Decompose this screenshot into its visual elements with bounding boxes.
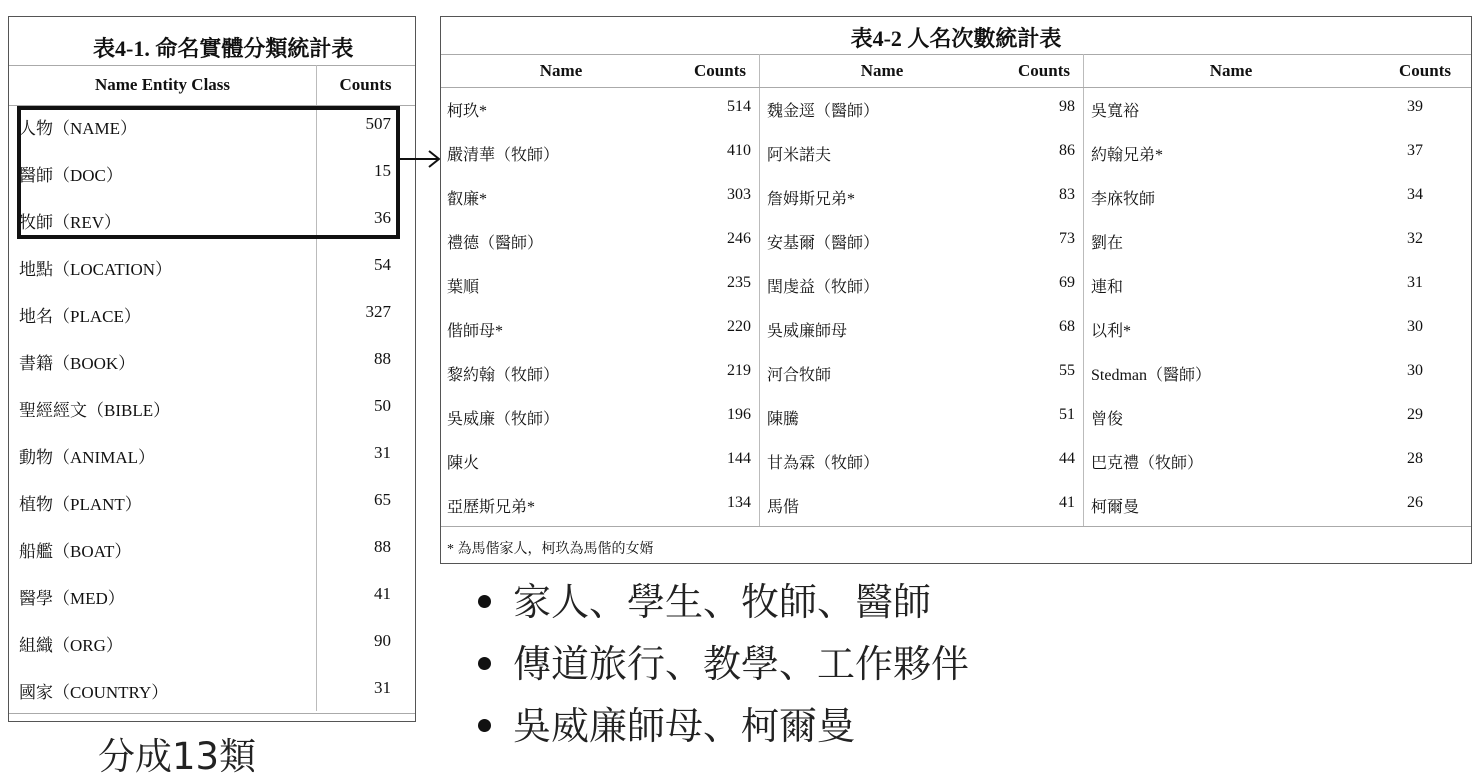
- table2-count-cell: 68: [1059, 318, 1075, 335]
- table2-count-cell: 219: [727, 362, 751, 379]
- bullet-dot-icon: [478, 657, 491, 670]
- table1-count-cell: 15: [374, 161, 391, 180]
- table2-count-cell: 73: [1059, 230, 1075, 247]
- table1-class-cell: 地名（PLACE）: [19, 307, 141, 326]
- table2-count-cell: 303: [727, 186, 751, 203]
- table2-count-cell: 28: [1407, 450, 1423, 467]
- table2-count-cell: 98: [1059, 98, 1075, 115]
- table2-header-counts: Counts: [694, 61, 746, 80]
- table1-class-cell: 組織（ORG）: [19, 636, 123, 655]
- table2-count-cell: 37: [1407, 142, 1423, 159]
- table2-name-cell: 叡廉*: [447, 191, 488, 208]
- table2-footnote: * 為馬偕家人，柯玖為馬偕的女婿: [447, 542, 654, 557]
- table1-count-cell: 50: [374, 396, 391, 415]
- table1-class-cell: 船艦（BOAT）: [19, 542, 132, 561]
- bullet-list: [478, 574, 969, 760]
- table2-name-cell: 巴克禮（牧師）: [1091, 455, 1204, 472]
- table2-count-cell: 220: [727, 318, 751, 335]
- table2-name-cell: 吳寬裕: [1091, 103, 1140, 120]
- bullet-dot-icon: [478, 595, 491, 608]
- table2-column-divider-1: [759, 54, 760, 526]
- table2-name-cell: 河合牧師: [767, 367, 832, 384]
- table2-header-name: Name: [539, 61, 583, 80]
- table2-name-cell: 吳威廉（牧師）: [447, 411, 560, 428]
- table1-class-cell: 植物（PLANT）: [19, 495, 142, 514]
- table2-name-cell: 曾俊: [1091, 411, 1124, 428]
- table1-count-cell: 507: [365, 114, 391, 133]
- table2-count-cell: 51: [1059, 406, 1075, 423]
- table1-count-cell: 65: [374, 490, 391, 509]
- table1-count-cell: 31: [374, 678, 391, 697]
- table1-count-cell: 88: [374, 537, 391, 556]
- right-arrow-icon: [400, 148, 442, 170]
- table1-class-cell: 醫師（DOC）: [19, 166, 123, 185]
- table2-name-cell: 吳威廉師母: [767, 323, 848, 340]
- table2-name-cell: 柯爾曼: [1091, 499, 1140, 516]
- table2-column-divider-2: [1083, 54, 1084, 526]
- table2-name-cell: 閏虔益（牧師）: [767, 279, 880, 296]
- table2-name-cell: 馬偕: [767, 499, 800, 516]
- bullet-text: 家人、學生、牧師、醫師: [513, 580, 932, 624]
- table2-count-cell: 26: [1407, 494, 1423, 511]
- table2-name-cell: 柯玖*: [447, 103, 488, 120]
- table2-name-cell: 葉順: [447, 279, 480, 296]
- table2-name-cell: 黎約翰（牧師）: [447, 367, 560, 384]
- table2-name-cell: 阿米諾夫: [767, 147, 832, 164]
- table2-count-cell: 32: [1407, 230, 1423, 247]
- bullet-text: 吳威廉師母、柯爾曼: [513, 704, 856, 748]
- table2-count-cell: 41: [1059, 494, 1075, 511]
- table1-count-cell: 41: [374, 584, 391, 603]
- table1-class-cell: 地點（LOCATION）: [19, 260, 172, 279]
- bullet-item: [478, 698, 969, 760]
- table2-name-cell: 以利*: [1091, 323, 1132, 340]
- table2-header-rule: [441, 87, 1471, 88]
- table1-header-counts: Counts: [339, 75, 392, 94]
- category-count-label: 分成13類: [98, 735, 257, 778]
- table2-name-cell: 劉在: [1091, 235, 1124, 252]
- bullet-item: [478, 574, 969, 636]
- table2-name-cell: 嚴清華（牧師）: [447, 147, 560, 164]
- table1-class-cell: 牧師（REV）: [19, 213, 121, 232]
- highlight-box-person-classes: [17, 106, 400, 239]
- table2-name-cell: Stedman（醫師）: [1091, 367, 1211, 384]
- table2-header-counts: Counts: [1018, 61, 1070, 80]
- table2-count-cell: 134: [727, 494, 751, 511]
- table2-name-cell: 陳騰: [767, 411, 800, 428]
- table2-count-cell: 86: [1059, 142, 1075, 159]
- table1-bottom-rule: [9, 713, 415, 714]
- table1-count-cell: 90: [374, 631, 391, 650]
- table2-count-cell: 514: [727, 98, 751, 115]
- table2-header-name: Name: [860, 61, 904, 80]
- table2-name-cell: 偕師母*: [447, 323, 504, 340]
- table2-count-cell: 30: [1407, 362, 1423, 379]
- table2-count-cell: 39: [1407, 98, 1423, 115]
- table1-title: 表4-1. 命名實體分類統計表: [93, 36, 354, 61]
- table2-name-cell: 李庥牧師: [1091, 191, 1156, 208]
- table2-bottom-rule: [441, 526, 1471, 527]
- table2-count-cell: 69: [1059, 274, 1075, 291]
- table1-count-cell: 327: [365, 302, 391, 321]
- table2-name-cell: 魏金逕（醫師）: [767, 103, 880, 120]
- table1-header-class: Name Entity Class: [94, 75, 231, 94]
- table2-count-cell: 144: [727, 450, 751, 467]
- table2-count-cell: 30: [1407, 318, 1423, 335]
- table2-count-cell: 235: [727, 274, 751, 291]
- table2-name-cell: 陳火: [447, 455, 480, 472]
- table2-count-cell: 83: [1059, 186, 1075, 203]
- table2-name-cell: 安基爾（醫師）: [767, 235, 880, 252]
- table2-header-counts: Counts: [1399, 61, 1451, 80]
- table2-name-cell: 禮德（醫師）: [447, 235, 544, 252]
- table2-count-cell: 246: [727, 230, 751, 247]
- table2-name-cell: 亞歷斯兄弟*: [447, 499, 536, 516]
- bullet-text: 傳道旅行、教學、工作夥伴: [513, 642, 970, 686]
- table2-top-rule: [441, 54, 1471, 55]
- table2-header-name: Name: [1209, 61, 1253, 80]
- table2-name-cell: 連和: [1091, 279, 1124, 296]
- table1-class-cell: 聖經經文（BIBLE）: [19, 401, 171, 420]
- table1-count-cell: 36: [374, 208, 391, 227]
- table2-count-cell: 55: [1059, 362, 1075, 379]
- table2-count-cell: 410: [727, 142, 751, 159]
- table2-name-cell: 甘為霖（牧師）: [767, 455, 880, 472]
- table2-title: 表4-2 人名次數統計表: [850, 26, 1062, 51]
- table1-count-cell: 31: [374, 443, 391, 462]
- table1-class-cell: 國家（COUNTRY）: [19, 683, 169, 702]
- table1-class-cell: 動物（ANIMAL）: [19, 448, 155, 467]
- bullet-item: [478, 636, 969, 698]
- table1-top-rule: [9, 65, 415, 66]
- table1-class-cell: 人物（NAME）: [19, 119, 138, 138]
- table2-count-cell: 34: [1407, 186, 1423, 203]
- table2-name-cell: 詹姆斯兄弟*: [767, 191, 856, 208]
- table2-name-cell: 約翰兄弟*: [1091, 147, 1164, 164]
- bullet-dot-icon: [478, 719, 491, 732]
- table1-count-cell: 88: [374, 349, 391, 368]
- table1-class-cell: 書籍（BOOK）: [19, 354, 136, 373]
- table2-count-cell: 31: [1407, 274, 1423, 291]
- table1-count-cell: 54: [374, 255, 391, 274]
- table2-count-cell: 44: [1059, 450, 1075, 467]
- table1-class-cell: 醫學（MED）: [19, 589, 125, 608]
- table2-count-cell: 196: [727, 406, 751, 423]
- table2-count-cell: 29: [1407, 406, 1423, 423]
- person-name-count-table: [440, 16, 1472, 564]
